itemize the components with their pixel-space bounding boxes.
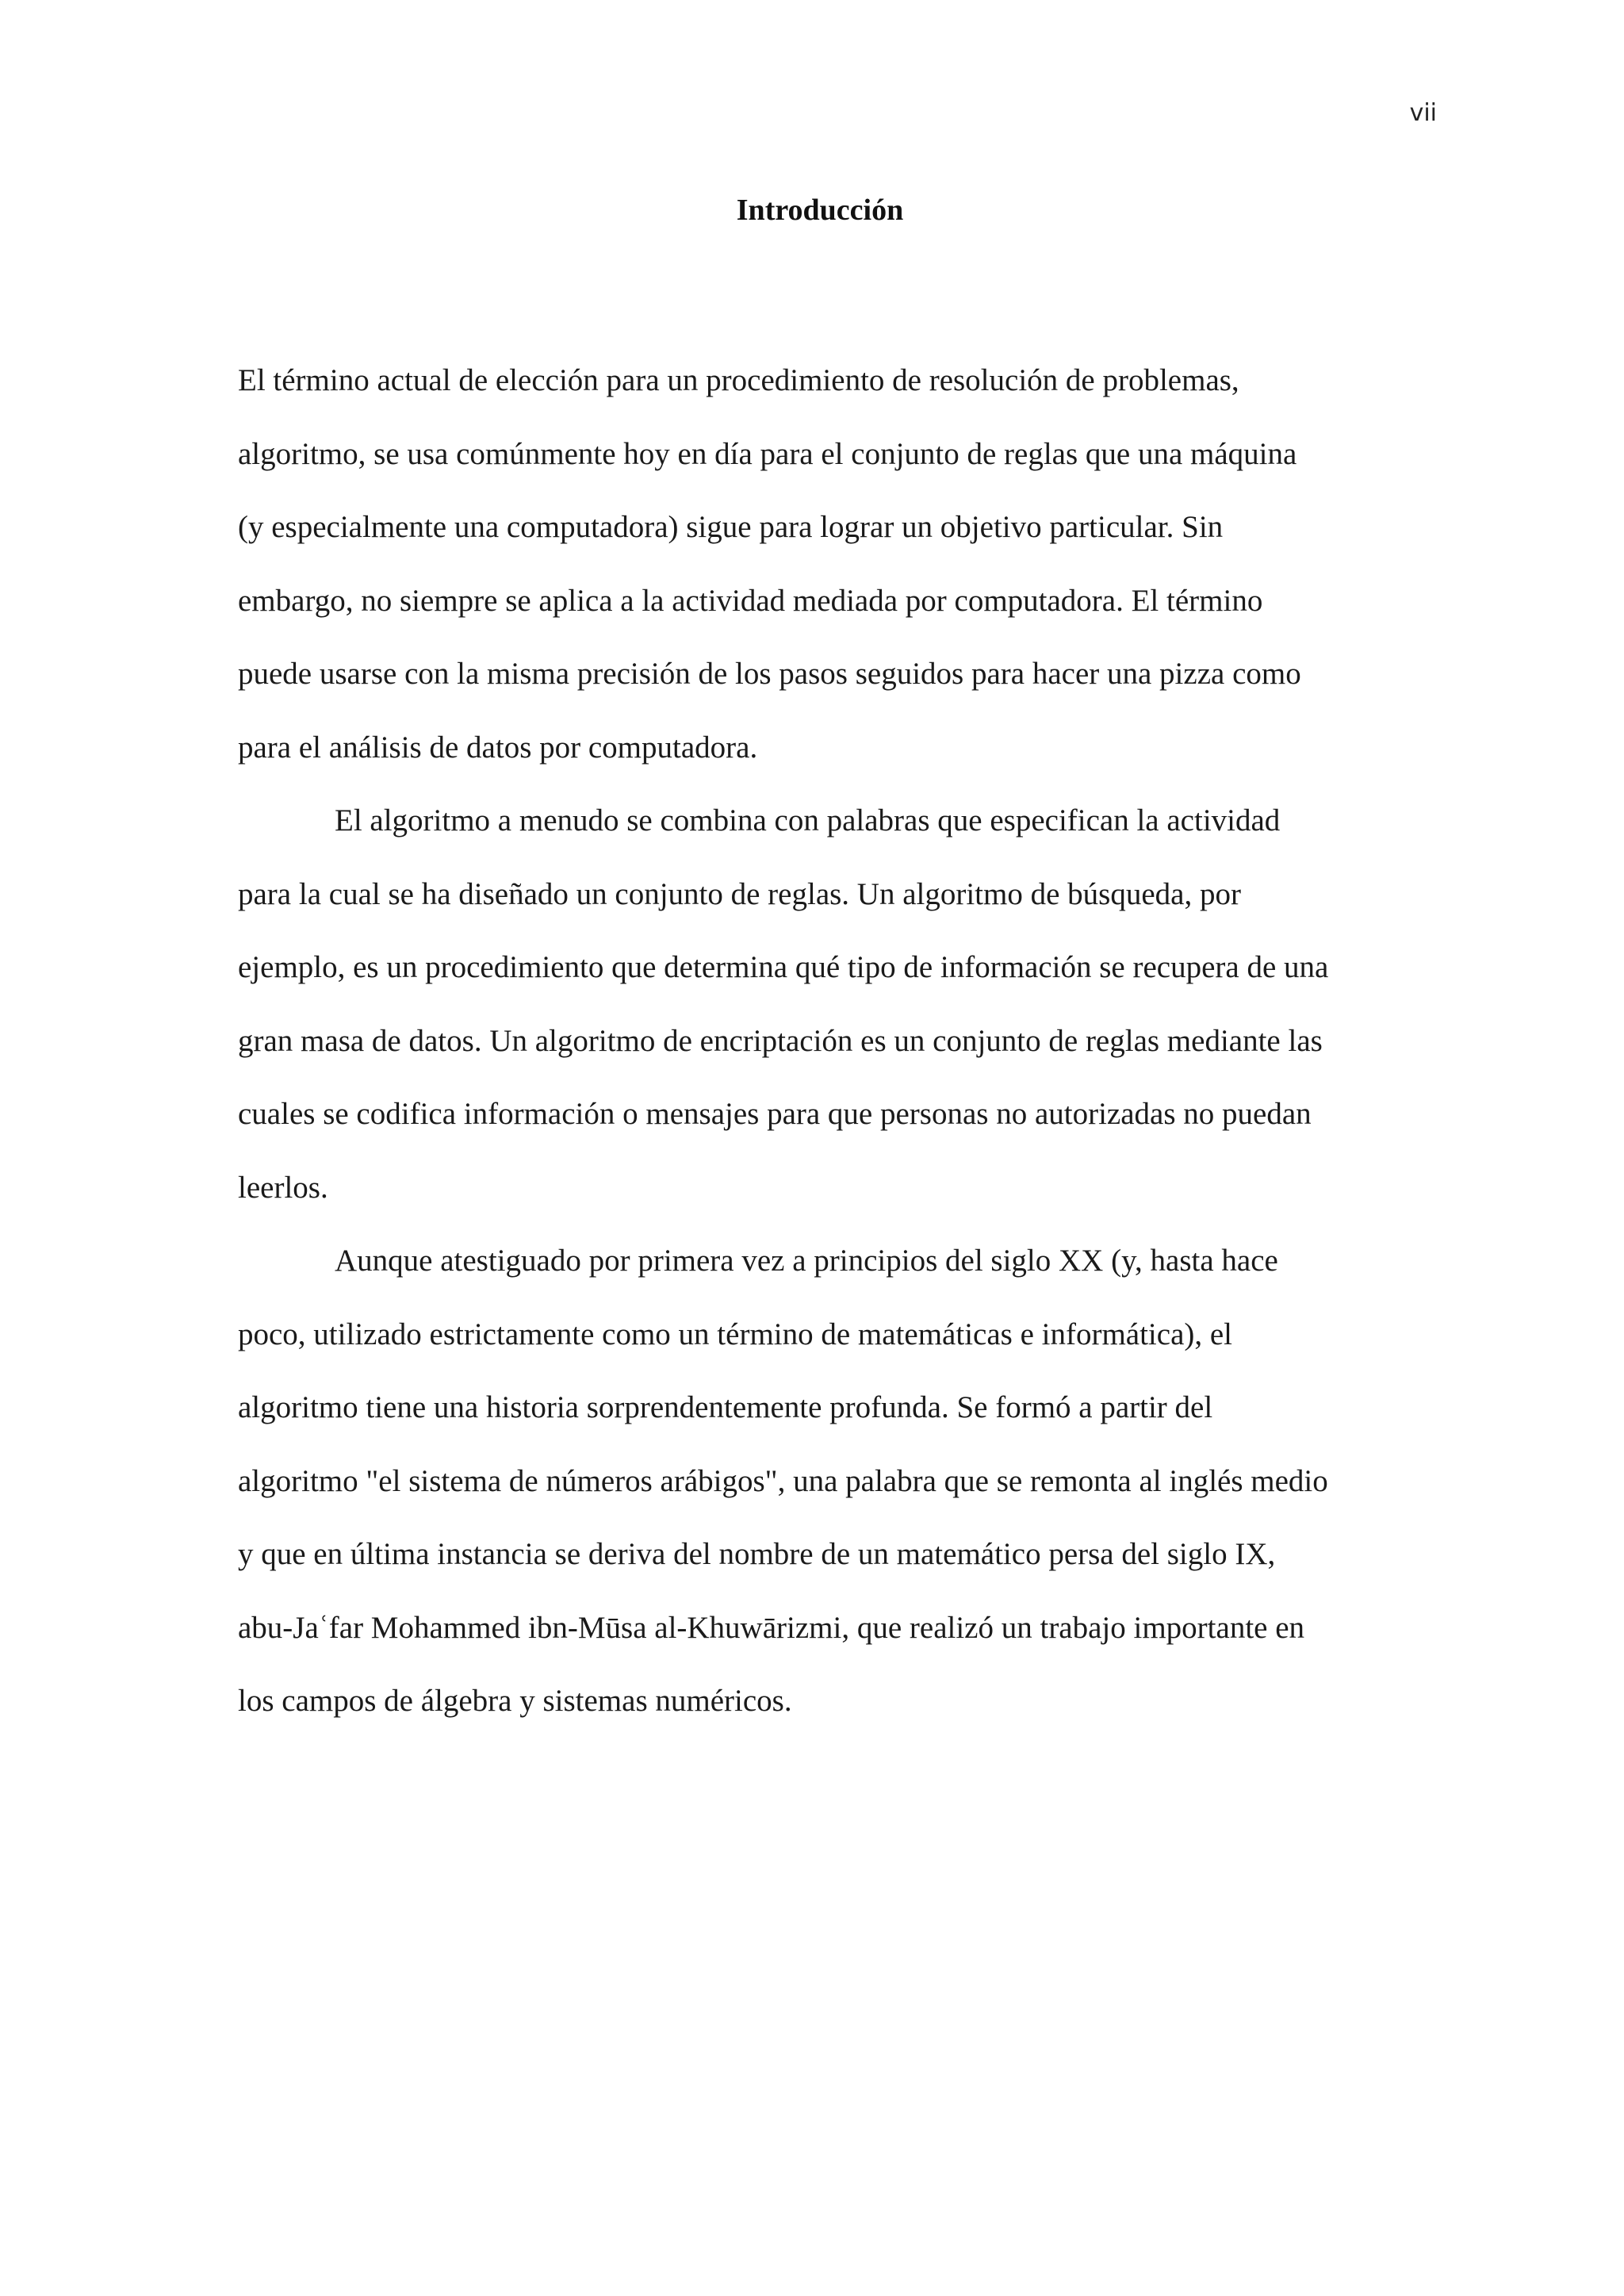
text-line: leerlos. <box>238 1170 328 1205</box>
text-line: abu-Jaʿfar Mohammed ibn-Mūsa al-Khuwārizmi, que realizó un trabajo importante en <box>238 1610 1305 1645</box>
paragraph-1 <box>238 344 1404 784</box>
paragraph-3 <box>238 1225 1404 1738</box>
paragraph-2 <box>238 784 1404 1225</box>
text-line: para el análisis de datos por computadora. <box>238 730 758 765</box>
page-number: vii <box>1409 99 1437 127</box>
body-text <box>238 344 1404 1738</box>
text-line: embargo, no siempre se aplica a la actividad mediada por computadora. El término <box>238 583 1263 618</box>
text-line: El algoritmo a menudo se combina con palabras que especifican la actividad <box>335 803 1281 838</box>
page-title: Introducción <box>736 194 904 227</box>
text-line: Aunque atestiguado por primera vez a principios del siglo XX (y, hasta hace <box>335 1244 1278 1278</box>
text-line: algoritmo, se usa comúnmente hoy en día para el conjunto de reglas que una máquina <box>238 436 1297 471</box>
text-line: El término actual de elección para un procedimiento de resolución de problemas, <box>238 363 1239 397</box>
text-line: ejemplo, es un procedimiento que determina qué tipo de información se recupera de una <box>238 950 1329 984</box>
text-line: algoritmo "el sistema de números arábigos", una palabra que se remonta al inglés medio <box>238 1463 1328 1498</box>
text-line: los campos de álgebra y sistemas numéricos. <box>238 1684 792 1718</box>
text-line: poco, utilizado estrictamente como un término de matemáticas e informática), el <box>238 1317 1233 1351</box>
text-line: gran masa de datos. Un algoritmo de encriptación es un conjunto de reglas mediante las <box>238 1023 1323 1058</box>
text-line: puede usarse con la misma precisión de los pasos seguidos para hacer una pizza como <box>238 657 1301 691</box>
text-line: (y especialmente una computadora) sigue para lograr un objetivo particular. Sin <box>238 510 1224 544</box>
text-line: algoritmo tiene una historia sorprendentemente profunda. Se formó a partir del <box>238 1390 1213 1424</box>
text-line: y que en última instancia se deriva del nombre de un matemático persa del siglo IX, <box>238 1537 1276 1571</box>
text-line: cuales se codifica información o mensajes para que personas no autorizadas no puedan <box>238 1097 1312 1131</box>
text-line: para la cual se ha diseñado un conjunto de reglas. Un algoritmo de búsqueda, por <box>238 876 1241 911</box>
